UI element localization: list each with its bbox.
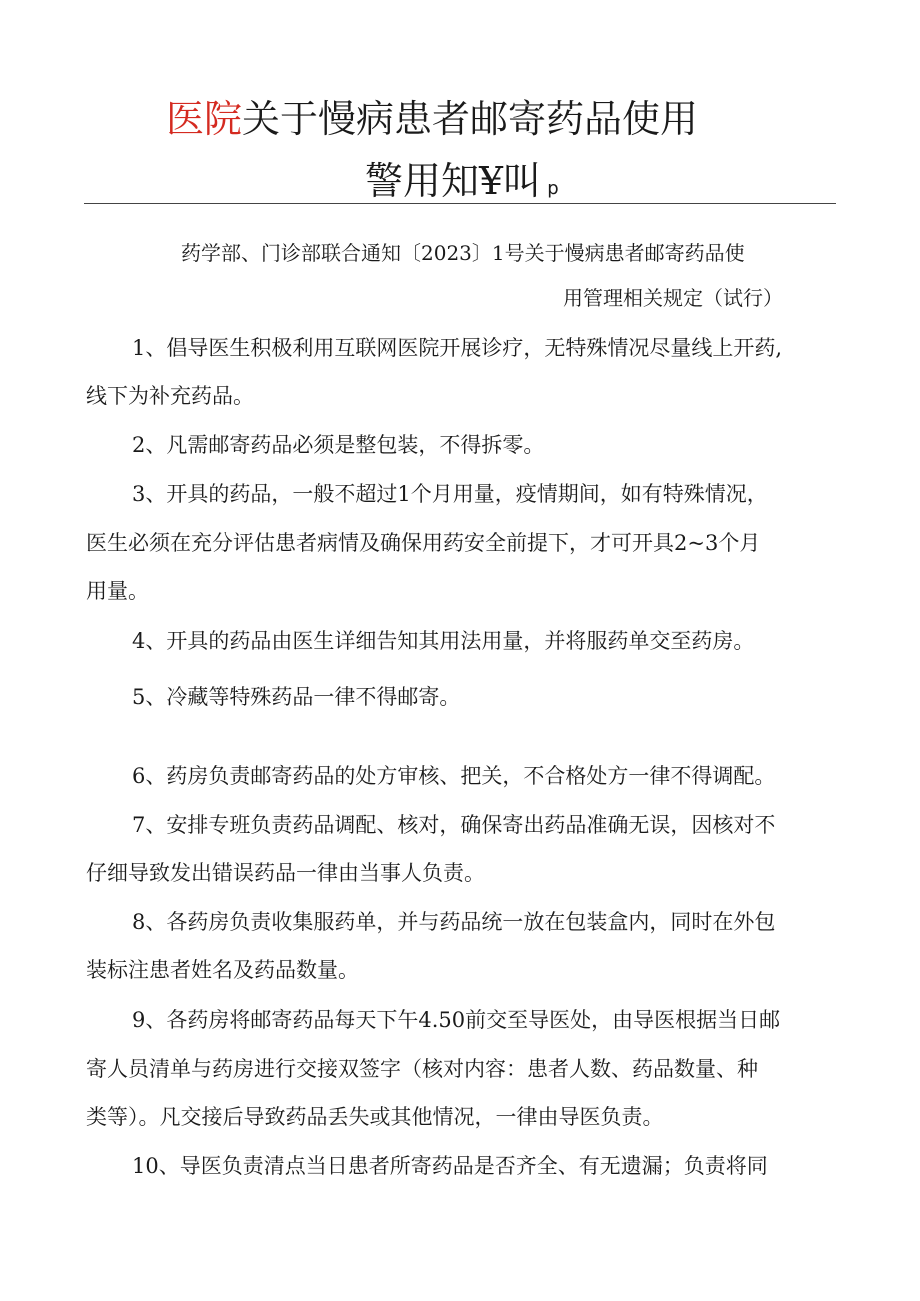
paragraph-line: 医生必须在充分评估患者病情及确保用药安全前提下，才可开具2~3个月 xyxy=(86,531,761,555)
title-divider xyxy=(84,203,836,204)
title-line1-text: 关于慢病患者邮寄药品使用 xyxy=(242,97,699,141)
notice-subtitle-line1: 药学部、门诊部联合通知〔2023〕1号关于慢病患者邮寄药品使 xyxy=(181,241,745,265)
paragraph-line: 6、药房负责邮寄药品的处方审核、把关，不合格处方一律不得调配。 xyxy=(132,764,776,788)
paragraph-line: 8、各药房负责收集服药单，并与药品统一放在包装盒内，同时在外包 xyxy=(132,910,776,934)
notice-subtitle-line2: 用管理相关规定（试行） xyxy=(563,286,783,310)
paragraph-line: 10、导医负责清点当日患者所寄药品是否齐全、有无遗漏；负责将同 xyxy=(132,1154,768,1178)
paragraph-line: 1、倡导医生积极利用互联网医院开展诊疗，无特殊情况尽量线上开药, xyxy=(132,336,783,360)
paragraph-line: 4、开具的药品由医生详细告知其用法用量，并将服药单交至药房。 xyxy=(132,629,755,653)
paragraph-line: 9、各药房将邮寄药品每天下午4.50前交至导医处，由导医根据当日邮 xyxy=(132,1008,781,1032)
paragraph-line: 类等）。凡交接后导致药品丢失或其他情况，一律由导医负责。 xyxy=(86,1105,664,1129)
document-title-line2 xyxy=(365,157,559,213)
paragraph-line: 仔细导致发出错误药品一律由当事人负责。 xyxy=(86,861,485,885)
paragraph-line: 寄人员清单与药房进行交接双签字（核对内容：患者人数、药品数量、种 xyxy=(86,1057,758,1081)
title-line2-tail: p xyxy=(547,178,559,199)
paragraph-line: 线下为补充药品。 xyxy=(86,384,254,408)
paragraph-line: 5、冷藏等特殊药品一律不得邮寄。 xyxy=(132,685,461,709)
title-red-text: 医院 xyxy=(166,97,243,141)
paragraph-line: 7、安排专班负责药品调配、核对，确保寄出药品准确无误，因核对不 xyxy=(132,813,776,837)
paragraph-line: 3、开具的药品，一般不超过1个月用量，疫情期间，如有特殊情况， xyxy=(132,482,768,506)
document-title-line1 xyxy=(166,95,698,143)
paragraph-line: 用量。 xyxy=(86,579,149,603)
paragraph-line: 2、凡需邮寄药品必须是整包装，不得拆零。 xyxy=(132,433,545,457)
title-line2-text: 警用知¥叫 xyxy=(365,159,542,203)
paragraph-line: 装标注患者姓名及药品数量。 xyxy=(86,958,359,982)
